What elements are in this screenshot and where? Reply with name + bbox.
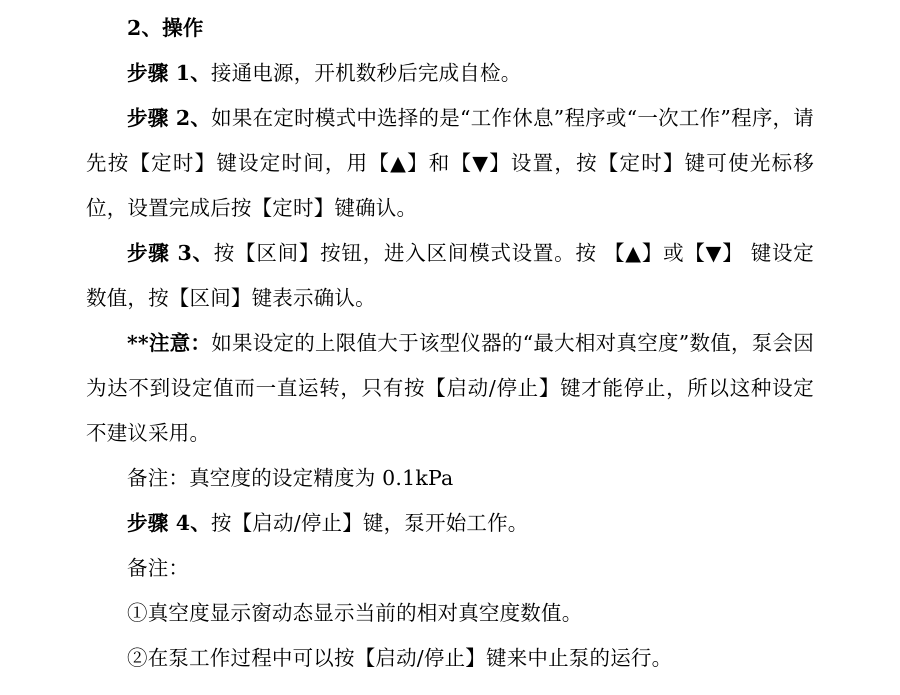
step-4-label: 步骤 4、: [127, 511, 211, 535]
attention-text: 如果设定的上限值大于该型仪器的“最大相对真空度”数值，泵会因为达不到设定值而一直运转，只有按【启动/停止】键才能停止，所以这种设定不建议采用。: [86, 331, 814, 445]
paragraph-step-4: [86, 501, 814, 546]
document-body: [86, 0, 814, 681]
paragraph-remark-2: [86, 546, 814, 591]
section-heading: 2、操作: [127, 16, 204, 40]
note-item-1-text: ①真空度显示窗动态显示当前的相对真空度数值。: [127, 601, 583, 625]
step-2-label: 步骤 2、: [127, 106, 212, 130]
paragraph-note-item-1: [86, 591, 814, 636]
note-item-2-text: ②在泵工作过程中可以按【启动/停止】键来中止泵的运行。: [127, 646, 673, 670]
remark-1-text: 备注：真空度的设定精度为 0.1kPa: [127, 466, 454, 490]
attention-label: **注意：: [127, 331, 212, 355]
paragraph-note-item-2: [86, 636, 814, 681]
paragraph-step-2: [86, 96, 814, 231]
paragraph-remark-1: [86, 456, 814, 501]
step-1-text: 接通电源，开机数秒后完成自检。: [210, 61, 522, 85]
step-3-label: 步骤 3、: [127, 241, 214, 265]
paragraph-step-3: [86, 231, 814, 321]
step-1-label: 步骤 1、: [127, 61, 211, 85]
step-3-text: 按【区间】按钮，进入区间模式设置。按 【▲】或【▼】 键设定数值，按【区间】键表示确认。: [86, 241, 815, 310]
step-2-text: 如果在定时模式中选择的是“工作休息”程序或“一次工作”程序，请先按【定时】键设定时间，用【▲】和【▼】设置，按【定时】键可使光标移位，设置完成后按【定时】键确认。: [86, 106, 815, 220]
paragraph-step-1: [86, 51, 814, 96]
paragraph-attention: [86, 321, 814, 456]
remark-2-text: 备注：: [127, 556, 190, 580]
step-4-text: 按【启动/停止】键，泵开始工作。: [210, 511, 529, 535]
